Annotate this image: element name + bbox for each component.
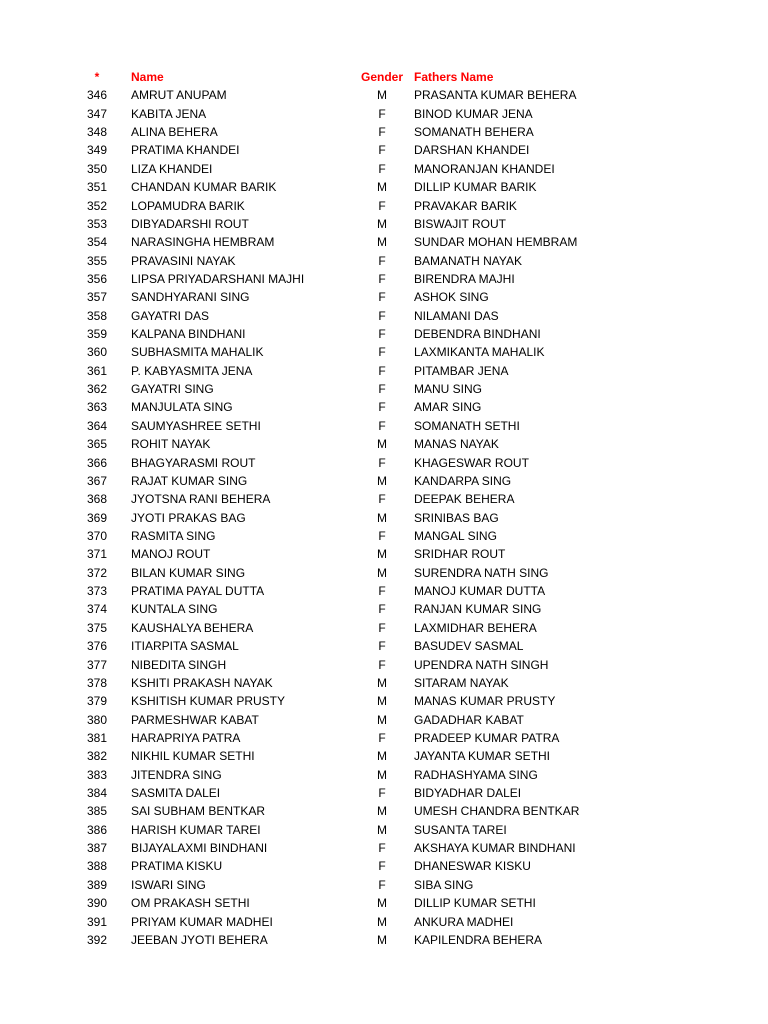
- gender-cell: M: [377, 216, 387, 231]
- serial-number-cell: 371: [86, 547, 108, 562]
- gender-cell: F: [378, 345, 386, 360]
- table-row: [0, 160, 768, 178]
- gender-cell: F: [378, 198, 386, 213]
- serial-number-cell: 368: [86, 492, 108, 507]
- table-row: [0, 692, 768, 710]
- table-row: [0, 913, 768, 931]
- student-name-cell: OM PRAKASH SETHI: [131, 896, 250, 911]
- fathers-name-cell: AKSHAYA KUMAR BINDHANI: [414, 841, 576, 856]
- table-row: [0, 343, 768, 361]
- student-name-cell: KALPANA BINDHANI: [131, 327, 246, 342]
- table-row: [0, 178, 768, 196]
- fathers-name-cell: DARSHAN KHANDEI: [414, 143, 530, 158]
- student-name-cell: LOPAMUDRA BARIK: [131, 198, 245, 213]
- serial-number-cell: 361: [86, 363, 108, 378]
- fathers-name-cell: SURENDRA NATH SING: [414, 565, 549, 580]
- fathers-name-cell: KHAGESWAR ROUT: [414, 455, 529, 470]
- gender-cell: F: [378, 620, 386, 635]
- fathers-name-cell: PRADEEP KUMAR PATRA: [414, 730, 560, 745]
- student-name-cell: HARISH KUMAR TAREI: [131, 822, 261, 837]
- fathers-name-cell: PRASANTA KUMAR BEHERA: [414, 88, 577, 103]
- serial-number-cell: 380: [86, 712, 108, 727]
- table-row: [0, 766, 768, 784]
- gender-cell: F: [378, 730, 386, 745]
- serial-number-cell: 363: [86, 400, 108, 415]
- gender-cell: M: [377, 88, 387, 103]
- gender-cell: F: [378, 253, 386, 268]
- fathers-name-cell: AMAR SING: [414, 400, 482, 415]
- gender-cell: F: [378, 161, 386, 176]
- fathers-name-cell: SUSANTA TAREI: [414, 822, 507, 837]
- gender-cell: M: [377, 694, 387, 709]
- table-row: [0, 417, 768, 435]
- fathers-name-cell: LAXMIDHAR BEHERA: [414, 620, 537, 635]
- table-row: [0, 233, 768, 251]
- fathers-name-cell: DILLIP KUMAR BARIK: [414, 180, 537, 195]
- table-row: [0, 674, 768, 692]
- fathers-name-cell: MANU SING: [414, 382, 483, 397]
- student-name-cell: RAJAT KUMAR SING: [131, 473, 248, 488]
- gender-cell: F: [378, 584, 386, 599]
- fathers-name-cell: DILLIP KUMAR SETHI: [414, 896, 536, 911]
- student-name-cell: JEEBAN JYOTI BEHERA: [131, 932, 268, 947]
- serial-number-cell: 369: [86, 510, 108, 525]
- table-row: [0, 839, 768, 857]
- serial-number-cell: 350: [86, 161, 108, 176]
- fathers-name-cell: PRAVAKAR BARIK: [414, 198, 517, 213]
- gender-cell: M: [377, 896, 387, 911]
- fathers-name-cell: KAPILENDRA BEHERA: [414, 932, 543, 947]
- student-name-cell: NARASINGHA HEMBRAM: [131, 235, 275, 250]
- gender-cell: F: [378, 400, 386, 415]
- student-name-cell: MANJULATA SING: [131, 400, 233, 415]
- gender-cell: F: [378, 786, 386, 801]
- table-row: [0, 490, 768, 508]
- gender-cell: M: [377, 804, 387, 819]
- gender-cell: M: [377, 712, 387, 727]
- fathers-name-cell: SIBA SING: [414, 877, 474, 892]
- student-name-cell: PRIYAM KUMAR MADHEI: [131, 914, 273, 929]
- table-row: [0, 380, 768, 398]
- student-name-cell: JYOTSNA RANI BEHERA: [131, 492, 271, 507]
- fathers-name-cell: MANAS KUMAR PRUSTY: [414, 694, 556, 709]
- serial-number-cell: 381: [86, 730, 108, 745]
- gender-cell: F: [378, 877, 386, 892]
- student-name-cell: KAUSHALYA BEHERA: [131, 620, 254, 635]
- gender-cell: F: [378, 363, 386, 378]
- fathers-name-cell: NILAMANI DAS: [414, 308, 499, 323]
- student-name-cell: KSHITI PRAKASH NAYAK: [131, 675, 273, 690]
- serial-number-cell: 378: [86, 675, 108, 690]
- student-name-cell: JITENDRA SING: [131, 767, 222, 782]
- student-name-cell: SAUMYASHREE SETHI: [131, 418, 261, 433]
- fathers-name-cell: BINOD KUMAR JENA: [414, 106, 533, 121]
- fathers-name-cell: LAXMIKANTA MAHALIK: [414, 345, 545, 360]
- student-name-cell: KUNTALA SING: [131, 602, 218, 617]
- student-name-cell: HARAPRIYA PATRA: [131, 730, 241, 745]
- serial-number-cell: 355: [86, 253, 108, 268]
- serial-column-header: *: [94, 70, 100, 84]
- serial-number-cell: 389: [86, 877, 108, 892]
- table-row: [0, 931, 768, 949]
- serial-number-cell: 373: [86, 584, 108, 599]
- student-name-cell: SAI SUBHAM BENTKAR: [131, 804, 266, 819]
- fathers-name-cell: ANKURA MADHEI: [414, 914, 514, 929]
- fathers-name-cell: MANAS NAYAK: [414, 437, 499, 452]
- student-name-cell: AMRUT ANUPAM: [131, 88, 227, 103]
- gender-cell: F: [378, 639, 386, 654]
- fathers-name-cell: BISWAJIT ROUT: [414, 216, 507, 231]
- table-row: [0, 784, 768, 802]
- gender-cell: F: [378, 418, 386, 433]
- student-name-cell: P. KABYASMITA JENA: [131, 363, 253, 378]
- student-name-cell: ALINA BEHERA: [131, 125, 218, 140]
- serial-number-cell: 370: [86, 528, 108, 543]
- fathers-name-cell: DEEPAK BEHERA: [414, 492, 515, 507]
- gender-cell: M: [377, 767, 387, 782]
- table-row: [0, 600, 768, 618]
- gender-cell: M: [377, 235, 387, 250]
- gender-cell: F: [378, 455, 386, 470]
- table-row: [0, 197, 768, 215]
- gender-column-header: Gender: [360, 70, 403, 84]
- student-name-cell: CHANDAN KUMAR BARIK: [131, 180, 277, 195]
- serial-number-cell: 390: [86, 896, 108, 911]
- fathers-name-cell: BIRENDRA MAJHI: [414, 271, 515, 286]
- table-row: [0, 362, 768, 380]
- gender-cell: M: [377, 822, 387, 837]
- serial-number-cell: 386: [86, 822, 108, 837]
- gender-cell: M: [377, 565, 387, 580]
- serial-number-cell: 372: [86, 565, 108, 580]
- serial-number-cell: 349: [86, 143, 108, 158]
- gender-cell: F: [378, 106, 386, 121]
- fathers-name-cell: SRIDHAR ROUT: [414, 547, 506, 562]
- serial-number-cell: 375: [86, 620, 108, 635]
- serial-number-cell: 383: [86, 767, 108, 782]
- student-name-cell: SUBHASMITA MAHALIK: [131, 345, 264, 360]
- student-name-cell: NIKHIL KUMAR SETHI: [131, 749, 255, 764]
- fathers-name-cell: PITAMBAR JENA: [414, 363, 509, 378]
- serial-number-cell: 387: [86, 841, 108, 856]
- table-row: [0, 802, 768, 820]
- serial-number-cell: 374: [86, 602, 108, 617]
- gender-cell: M: [377, 473, 387, 488]
- serial-number-cell: 388: [86, 859, 108, 874]
- fathers-name-cell: JAYANTA KUMAR SETHI: [414, 749, 551, 764]
- table-row: [0, 398, 768, 416]
- student-name-cell: RASMITA SING: [131, 528, 216, 543]
- serial-number-cell: 377: [86, 657, 108, 672]
- serial-number-cell: 367: [86, 473, 108, 488]
- table-row: [0, 141, 768, 159]
- table-row: [0, 252, 768, 270]
- student-name-cell: ROHIT NAYAK: [131, 437, 211, 452]
- student-name-cell: KABITA JENA: [131, 106, 207, 121]
- gender-cell: F: [378, 492, 386, 507]
- student-name-cell: NIBEDITA SINGH: [131, 657, 227, 672]
- gender-cell: M: [377, 547, 387, 562]
- table-row: [0, 711, 768, 729]
- fathers-name-cell: SITARAM NAYAK: [414, 675, 509, 690]
- fathers-name-cell: SOMANATH SETHI: [414, 418, 520, 433]
- fathers-name-cell: DHANESWAR KISKU: [414, 859, 531, 874]
- gender-cell: F: [378, 602, 386, 617]
- student-name-cell: SASMITA DALEI: [131, 786, 221, 801]
- table-row: [0, 857, 768, 875]
- student-name-cell: PRAVASINI NAYAK: [131, 253, 236, 268]
- student-name-cell: ITIARPITA SASMAL: [131, 639, 239, 654]
- fathers-name-cell: ASHOK SING: [414, 290, 489, 305]
- table-row: [0, 288, 768, 306]
- table-body: [0, 86, 768, 949]
- table-row: [0, 472, 768, 490]
- gender-cell: M: [377, 437, 387, 452]
- gender-cell: M: [377, 675, 387, 690]
- fathers-name-column-header: Fathers Name: [414, 70, 494, 84]
- gender-cell: M: [377, 914, 387, 929]
- serial-number-cell: 353: [86, 216, 108, 231]
- table-row: [0, 729, 768, 747]
- name-column-header: Name: [131, 70, 164, 84]
- fathers-name-cell: RANJAN KUMAR SING: [414, 602, 542, 617]
- fathers-name-cell: KANDARPA SING: [414, 473, 512, 488]
- gender-cell: F: [378, 382, 386, 397]
- table-row: [0, 637, 768, 655]
- table-row: [0, 454, 768, 472]
- student-name-cell: SANDHYARANI SING: [131, 290, 250, 305]
- table-row: [0, 215, 768, 233]
- table-row: [0, 105, 768, 123]
- gender-cell: F: [378, 125, 386, 140]
- student-name-cell: ISWARI SING: [131, 877, 206, 892]
- student-name-cell: PRATIMA KHANDEI: [131, 143, 240, 158]
- table-row: [0, 86, 768, 104]
- fathers-name-cell: UMESH CHANDRA BENTKAR: [414, 804, 580, 819]
- table-row: [0, 821, 768, 839]
- gender-cell: M: [377, 749, 387, 764]
- serial-number-cell: 364: [86, 418, 108, 433]
- table-row: [0, 619, 768, 637]
- gender-cell: M: [377, 510, 387, 525]
- fathers-name-cell: GADADHAR KABAT: [414, 712, 524, 727]
- serial-number-cell: 351: [86, 180, 108, 195]
- fathers-name-cell: MANORANJAN KHANDEI: [414, 161, 555, 176]
- gender-cell: F: [378, 841, 386, 856]
- serial-number-cell: 346: [86, 88, 108, 103]
- table-row: [0, 307, 768, 325]
- table-row: [0, 509, 768, 527]
- student-name-cell: DIBYADARSHI ROUT: [131, 216, 249, 231]
- fathers-name-cell: UPENDRA NATH SINGH: [414, 657, 549, 672]
- student-name-cell: MANOJ ROUT: [131, 547, 211, 562]
- table-row: [0, 564, 768, 582]
- student-name-cell: PRATIMA PAYAL DUTTA: [131, 584, 265, 599]
- student-name-cell: PRATIMA KISKU: [131, 859, 223, 874]
- serial-number-cell: 354: [86, 235, 108, 250]
- gender-cell: M: [377, 180, 387, 195]
- fathers-name-cell: BAMANATH NAYAK: [414, 253, 523, 268]
- gender-cell: F: [378, 271, 386, 286]
- table-row: [0, 325, 768, 343]
- table-row: [0, 747, 768, 765]
- serial-number-cell: 382: [86, 749, 108, 764]
- serial-number-cell: 356: [86, 271, 108, 286]
- student-name-cell: GAYATRI SING: [131, 382, 214, 397]
- student-name-cell: LIZA KHANDEI: [131, 161, 213, 176]
- fathers-name-cell: MANOJ KUMAR DUTTA: [414, 584, 546, 599]
- serial-number-cell: 365: [86, 437, 108, 452]
- gender-cell: F: [378, 528, 386, 543]
- gender-cell: F: [378, 657, 386, 672]
- gender-cell: F: [378, 308, 386, 323]
- serial-number-cell: 360: [86, 345, 108, 360]
- table-row: [0, 270, 768, 288]
- serial-number-cell: 366: [86, 455, 108, 470]
- fathers-name-cell: SRINIBAS BAG: [414, 510, 499, 525]
- table-row: [0, 545, 768, 563]
- serial-number-cell: 379: [86, 694, 108, 709]
- gender-cell: F: [378, 859, 386, 874]
- serial-number-cell: 376: [86, 639, 108, 654]
- fathers-name-cell: BIDYADHAR DALEI: [414, 786, 522, 801]
- fathers-name-cell: SUNDAR MOHAN HEMBRAM: [414, 235, 578, 250]
- student-name-cell: LIPSA PRIYADARSHANI MAJHI: [131, 271, 305, 286]
- fathers-name-cell: RADHASHYAMA SING: [414, 767, 538, 782]
- serial-number-cell: 348: [86, 125, 108, 140]
- student-name-cell: KSHITISH KUMAR PRUSTY: [131, 694, 286, 709]
- table-row: [0, 876, 768, 894]
- table-row: [0, 527, 768, 545]
- serial-number-cell: 385: [86, 804, 108, 819]
- serial-number-cell: 391: [86, 914, 108, 929]
- table-row: [0, 656, 768, 674]
- fathers-name-cell: DEBENDRA BINDHANI: [414, 327, 541, 342]
- student-name-cell: BIJAYALAXMI BINDHANI: [131, 841, 268, 856]
- serial-number-cell: 352: [86, 198, 108, 213]
- table-row: [0, 582, 768, 600]
- gender-cell: F: [378, 290, 386, 305]
- gender-cell: M: [377, 932, 387, 947]
- student-name-cell: JYOTI PRAKAS BAG: [131, 510, 246, 525]
- student-name-cell: PARMESHWAR KABAT: [131, 712, 259, 727]
- table-header-row: [0, 68, 768, 86]
- serial-number-cell: 384: [86, 786, 108, 801]
- fathers-name-cell: SOMANATH BEHERA: [414, 125, 534, 140]
- student-name-cell: GAYATRI DAS: [131, 308, 210, 323]
- serial-number-cell: 357: [86, 290, 108, 305]
- serial-number-cell: 347: [86, 106, 108, 121]
- student-list-table: [0, 68, 768, 949]
- fathers-name-cell: BASUDEV SASMAL: [414, 639, 524, 654]
- gender-cell: F: [378, 327, 386, 342]
- serial-number-cell: 362: [86, 382, 108, 397]
- fathers-name-cell: MANGAL SING: [414, 528, 497, 543]
- student-name-cell: BHAGYARASMI ROUT: [131, 455, 256, 470]
- student-name-cell: BILAN KUMAR SING: [131, 565, 246, 580]
- serial-number-cell: 359: [86, 327, 108, 342]
- table-row: [0, 123, 768, 141]
- serial-number-cell: 392: [86, 932, 108, 947]
- gender-cell: F: [378, 143, 386, 158]
- table-row: [0, 894, 768, 912]
- serial-number-cell: 358: [86, 308, 108, 323]
- table-row: [0, 435, 768, 453]
